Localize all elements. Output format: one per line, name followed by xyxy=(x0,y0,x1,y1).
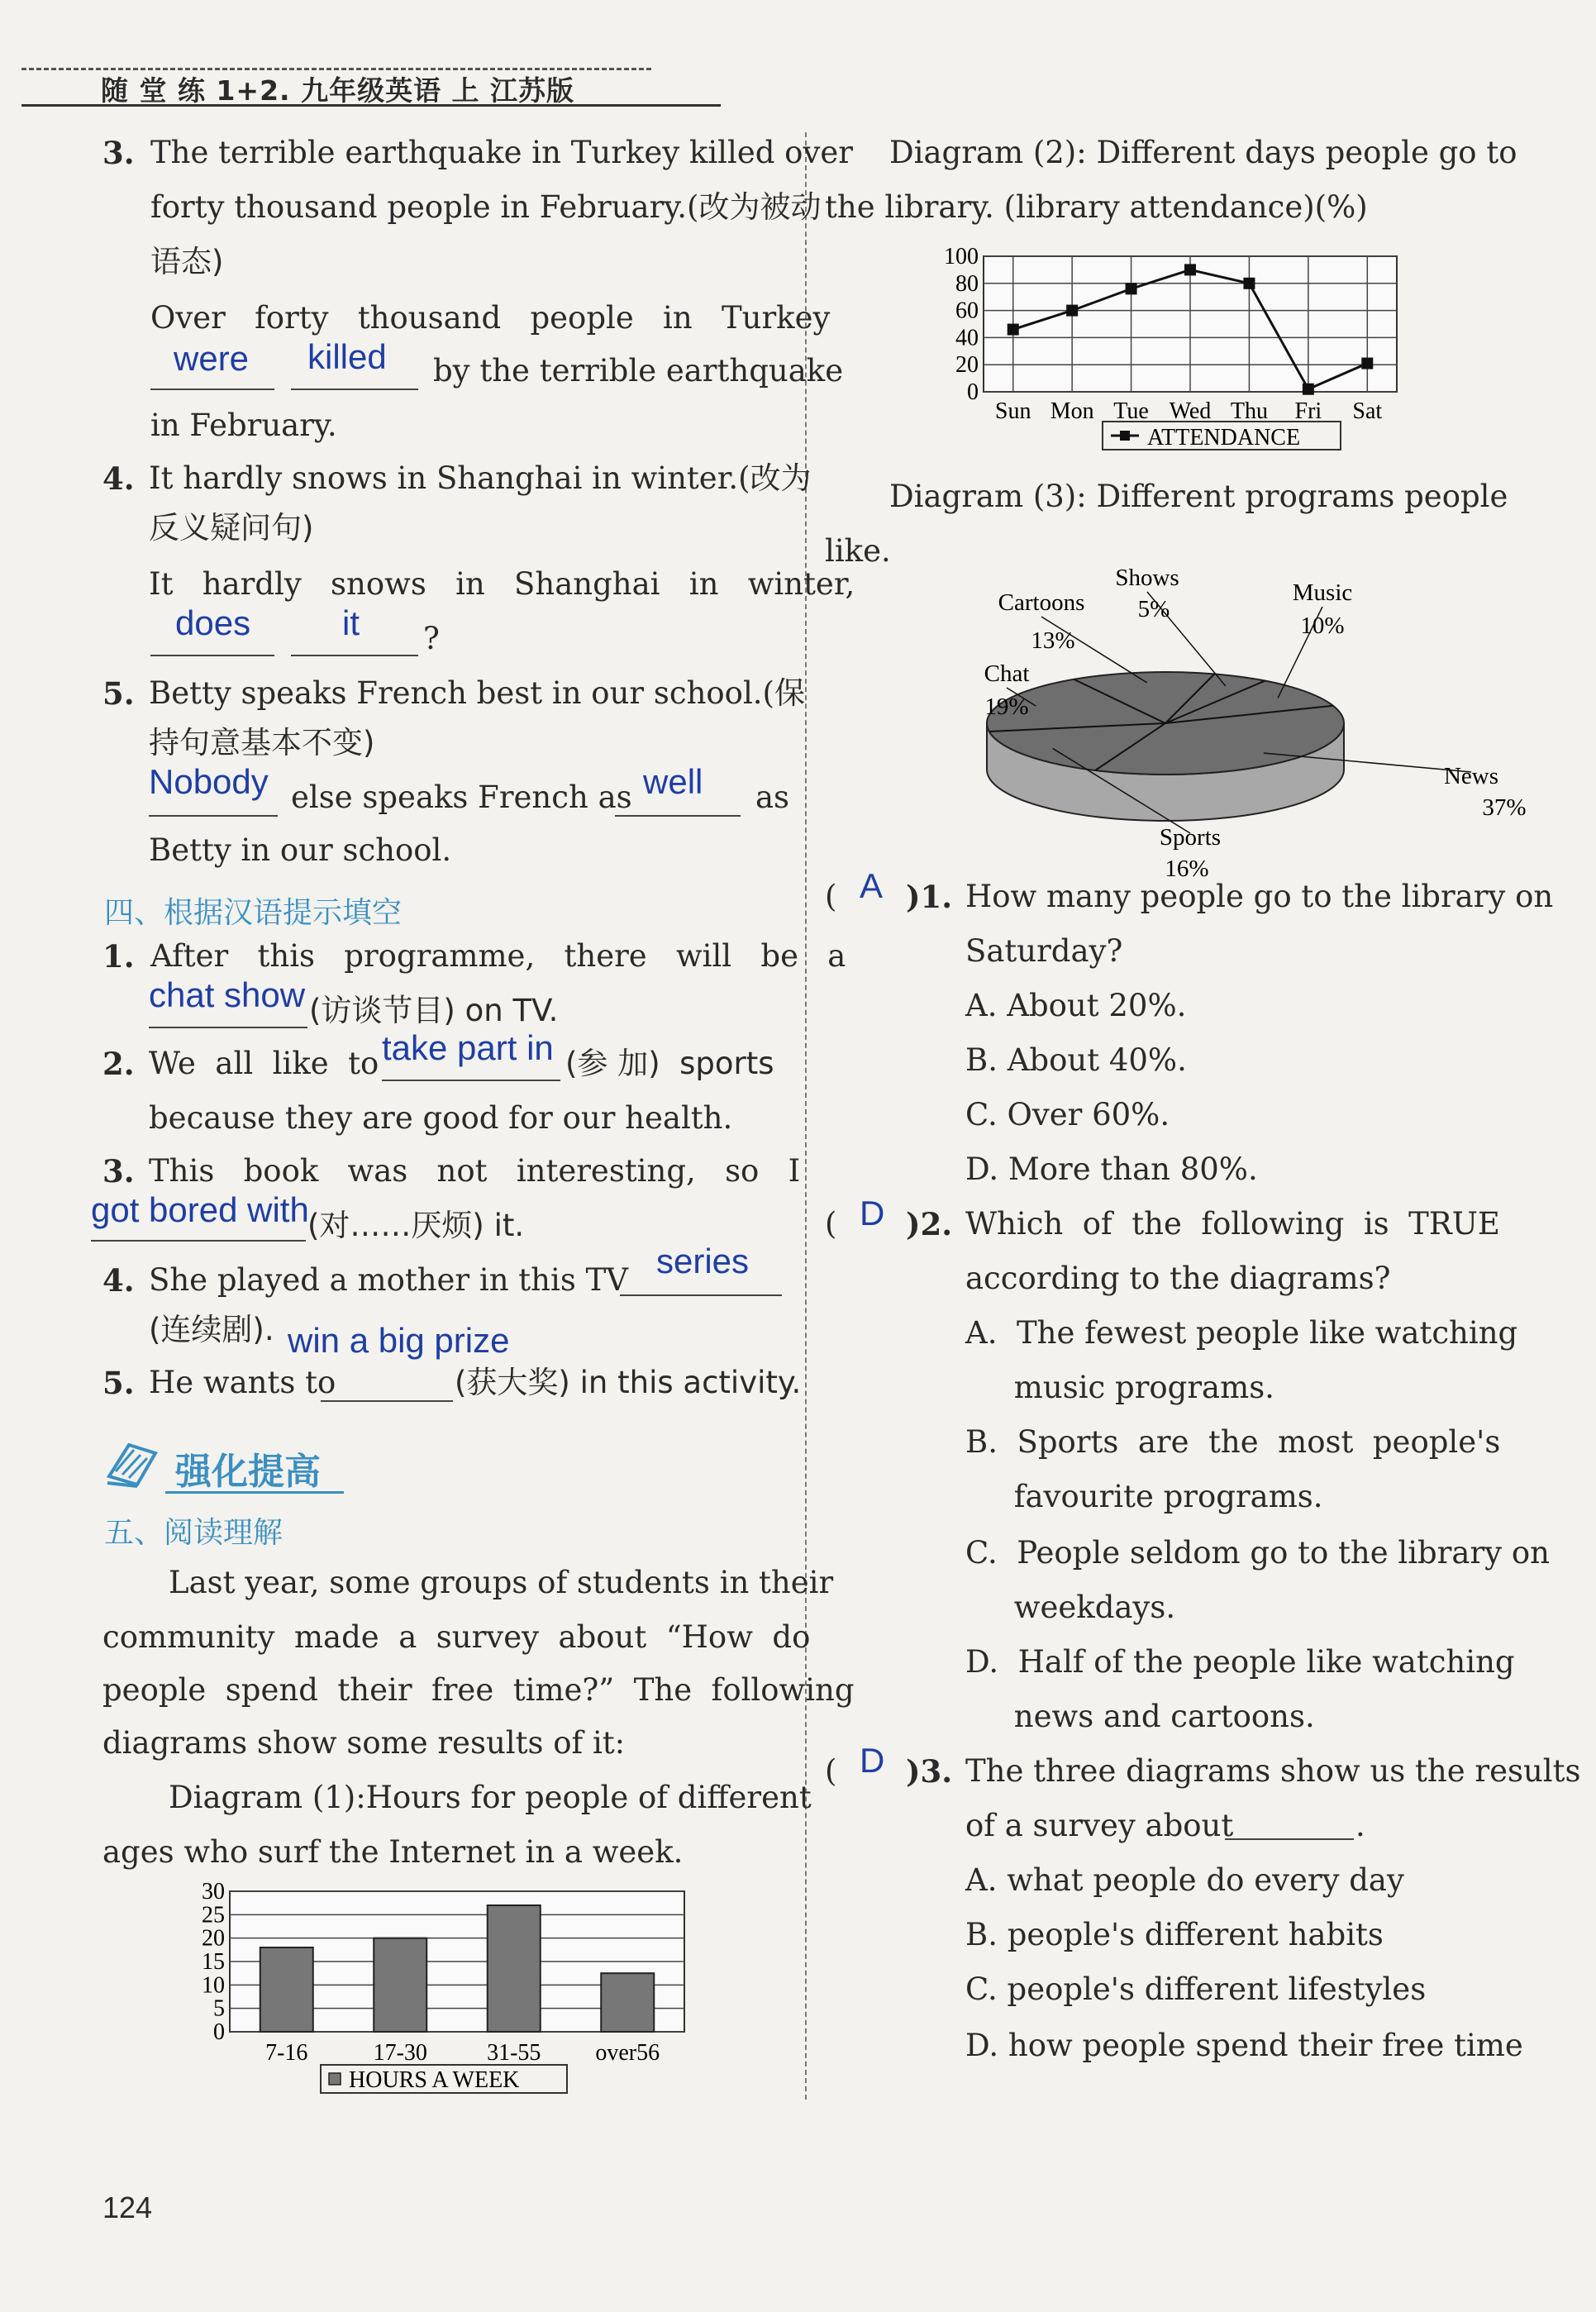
bar xyxy=(488,1905,541,2032)
s4-q5-text: (获大奖) in this activity. xyxy=(455,1365,802,1400)
pie-label: Shows xyxy=(1115,565,1179,591)
pie-value: 13% xyxy=(1031,627,1075,654)
x-tick-label: over56 xyxy=(595,2040,660,2066)
y-tick-label: 25 xyxy=(202,1902,225,1928)
q3-text: forty thousand people in February.(改为被动 xyxy=(150,189,822,225)
q3-text: Over forty thousand people in Turkey xyxy=(150,300,831,336)
x-tick-label: 7-16 xyxy=(265,2040,308,2066)
mc3-text: . xyxy=(1355,1808,1365,1843)
s4-q1-blank[interactable] xyxy=(149,1027,307,1028)
mc3-paren: ( xyxy=(825,1753,837,1789)
legend-label: HOURS A WEEK xyxy=(349,2067,520,2093)
mc2-option: favourite programs. xyxy=(965,1479,1323,1514)
q4-text: 反义疑问句) xyxy=(149,510,314,546)
data-point xyxy=(1066,305,1078,317)
q5-text: else speaks French as xyxy=(291,779,632,815)
pie-label: Cartoons xyxy=(998,589,1085,616)
x-tick-label: Fri xyxy=(1294,398,1322,424)
s4-q4-answer: series xyxy=(656,1242,750,1280)
q5-text: 持句意基本不变) xyxy=(149,725,375,760)
mc1-paren: ( xyxy=(825,879,837,914)
x-tick-label: Mon xyxy=(1050,398,1094,424)
s4-q1-text: After this programme, there will be a xyxy=(150,938,846,974)
diagram-3-caption: Diagram (3): Different programs people xyxy=(889,479,1508,514)
y-tick-label: 0 xyxy=(213,2019,225,2045)
bar xyxy=(260,1947,313,2032)
s4-q3-text: This book was not interesting, so I xyxy=(149,1153,801,1189)
mc2-text: Which of the following is TRUE xyxy=(965,1206,1500,1242)
strengthen-underline xyxy=(165,1491,344,1494)
legend-label: ATTENDANCE xyxy=(1147,425,1301,450)
mc3-option[interactable]: B. people's different habits xyxy=(965,1917,1384,1952)
s4-q2-text: We all like to xyxy=(149,1046,379,1081)
q4-answer-2: it xyxy=(342,603,360,642)
mc3-number: )3. xyxy=(906,1753,953,1790)
q5-blank-1[interactable] xyxy=(149,815,278,817)
passage-line: Last year, some groups of students in their xyxy=(169,1565,834,1600)
passage-line: community made a survey about “How do xyxy=(102,1619,811,1655)
mc2-text: according to the diagrams? xyxy=(965,1261,1391,1296)
s4-q2-blank[interactable] xyxy=(382,1080,560,1081)
s4-q4-blank[interactable] xyxy=(620,1294,782,1296)
diagram-1-caption: ages who surf the Internet in a week. xyxy=(102,1834,684,1870)
y-tick-label: 60 xyxy=(955,298,979,324)
mc1-option[interactable]: D. More than 80%. xyxy=(965,1151,1258,1187)
pie-label: Music xyxy=(1292,579,1353,606)
data-point xyxy=(1008,324,1019,336)
mc1-option[interactable]: C. Over 60%. xyxy=(965,1097,1170,1132)
x-tick-label: Sat xyxy=(1352,398,1383,424)
passage-line: people spend their free time?” The following xyxy=(102,1672,855,1708)
section-4-title: 四、根据汉语提示填空 xyxy=(104,896,403,930)
s4-q2-number: 2. xyxy=(102,1046,135,1082)
diagram-2-caption: Diagram (2): Different days people go to xyxy=(889,135,1517,170)
y-tick-label: 0 xyxy=(967,379,979,405)
x-tick-label: 17-30 xyxy=(373,2040,427,2066)
mc1-option[interactable]: A. About 20%. xyxy=(965,988,1187,1023)
data-point xyxy=(1126,283,1137,294)
mc3-option[interactable]: D. how people spend their free time xyxy=(965,2028,1523,2063)
q3-text: 语态) xyxy=(150,244,224,279)
q4-text: ? xyxy=(423,621,440,656)
s4-q2-answer: take part in xyxy=(382,1028,554,1067)
legend-swatch xyxy=(329,2073,341,2085)
s4-q3-blank[interactable] xyxy=(91,1240,306,1242)
diagram-1-caption: Diagram (1):Hours for people of different xyxy=(169,1780,812,1815)
s4-q4-text: (连续剧). xyxy=(149,1312,274,1347)
data-point xyxy=(1361,358,1373,369)
s4-q1-text: (访谈节目) on TV. xyxy=(309,993,559,1028)
y-tick-label: 5 xyxy=(213,1995,225,2022)
header-rule xyxy=(21,104,721,107)
bar-chart xyxy=(182,1870,711,2101)
s4-q4-number: 4. xyxy=(102,1262,135,1299)
y-tick-label: 15 xyxy=(202,1949,225,1975)
mc2-option[interactable]: A. The fewest people like watching xyxy=(965,1315,1518,1351)
pie-value: 5% xyxy=(1137,596,1170,622)
y-tick-label: 30 xyxy=(202,1879,225,1904)
diagram-2-caption: the library. (library attendance)(%) xyxy=(825,189,1368,225)
s4-q5-text: He wants to xyxy=(149,1365,336,1400)
q4-answer-1: does xyxy=(175,603,251,642)
q5-answer-1: Nobody xyxy=(149,762,269,801)
s4-q3-answer: got bored with xyxy=(91,1190,309,1229)
s4-q2-text: because they are good for our health. xyxy=(149,1100,733,1136)
page-number: 124 xyxy=(102,2190,153,2224)
y-tick-label: 20 xyxy=(202,1925,225,1952)
bar xyxy=(374,1938,426,2032)
x-tick-label: Wed xyxy=(1169,398,1212,424)
s4-q5-number: 5. xyxy=(102,1365,135,1401)
q5-text: as xyxy=(755,779,790,815)
q3-answer-2: killed xyxy=(307,337,387,376)
pie-value: 10% xyxy=(1300,613,1345,639)
diagram-3-caption: like. xyxy=(825,533,891,569)
mc2-number: )2. xyxy=(906,1206,953,1242)
q5-text: Betty in our school. xyxy=(149,832,452,868)
y-tick-label: 20 xyxy=(955,352,979,379)
pie-label: Sports xyxy=(1159,824,1222,851)
mc2-option[interactable]: D. Half of the people like watching xyxy=(965,1644,1515,1680)
data-point xyxy=(1303,384,1314,395)
mc1-answer[interactable]: A xyxy=(860,866,884,905)
pie-value: 19% xyxy=(984,694,1029,720)
q3-text: The terrible earthquake in Turkey killed over xyxy=(150,135,853,170)
s4-q5-blank[interactable] xyxy=(321,1400,453,1402)
q4-text: It hardly snows in Shanghai in winter.(改为 xyxy=(149,460,812,496)
pie-chart xyxy=(909,565,1527,882)
x-tick-label: Thu xyxy=(1230,398,1268,424)
mc3-text: of a survey about xyxy=(965,1808,1234,1843)
mc1-option[interactable]: B. About 40%. xyxy=(965,1042,1187,1078)
y-tick-label: 10 xyxy=(202,1972,225,1999)
q3-number: 3. xyxy=(102,135,135,171)
mc2-option[interactable]: B. Sports are the most people's xyxy=(965,1424,1501,1460)
x-tick-label: Tue xyxy=(1113,398,1149,424)
mc1-text: How many people go to the library on xyxy=(965,879,1554,914)
pie-value: 37% xyxy=(1482,794,1527,821)
q5-number: 5. xyxy=(102,675,135,712)
pencil-book-icon xyxy=(104,1438,164,1490)
y-tick-label: 80 xyxy=(955,270,979,297)
y-tick-label: 100 xyxy=(944,244,979,269)
mc2-option: news and cartoons. xyxy=(965,1699,1315,1734)
s4-q3-number: 3. xyxy=(102,1153,135,1189)
strengthen-title: 强化提高 xyxy=(175,1451,321,1493)
mc3-blank[interactable] xyxy=(1225,1838,1354,1840)
data-point xyxy=(1243,278,1255,289)
q3-text: by the terrible earthquake xyxy=(433,353,844,389)
mc3-text: The three diagrams show us the results xyxy=(965,1753,1581,1789)
data-point xyxy=(1184,264,1196,275)
q3-text: in February. xyxy=(150,408,337,443)
mc2-option: music programs. xyxy=(965,1370,1274,1405)
q5-blank-2[interactable] xyxy=(615,815,741,817)
bar xyxy=(601,1973,654,2032)
q3-blank-1[interactable] xyxy=(150,389,274,390)
passage-line: diagrams show some results of it: xyxy=(102,1725,626,1761)
mc2-answer[interactable]: D xyxy=(860,1194,885,1232)
mc2-option[interactable]: C. People seldom go to the library on xyxy=(965,1535,1550,1571)
x-tick-label: Sun xyxy=(994,398,1031,424)
mc2-paren: ( xyxy=(825,1206,837,1242)
mc3-option[interactable]: A. what people do every day xyxy=(965,1862,1404,1898)
s4-q5-answer: win a big prize xyxy=(288,1321,510,1360)
s4-q1-number: 1. xyxy=(102,938,135,975)
q4-blank-1[interactable] xyxy=(150,655,274,656)
q5-answer-2: well xyxy=(643,762,703,801)
pie-label: News xyxy=(1443,763,1499,789)
q5-text: Betty speaks French best in our school.(保 xyxy=(149,675,805,711)
y-tick-label: 40 xyxy=(955,325,979,351)
header-title: 随 堂 练 1+2. 九年级英语 上 江苏版 xyxy=(101,74,575,107)
line-chart xyxy=(909,240,1438,463)
q3-blank-2[interactable] xyxy=(291,389,418,390)
mc1-number: )1. xyxy=(906,879,953,915)
mc1-text: Saturday? xyxy=(965,933,1123,969)
q4-text: It hardly snows in Shanghai in winter, xyxy=(149,566,855,602)
section-5-title: 五、阅读理解 xyxy=(104,1516,283,1550)
pie-label: Chat xyxy=(984,660,1030,687)
s4-q2-text: (参 加) sports xyxy=(565,1046,774,1081)
s4-q1-answer: chat show xyxy=(149,975,306,1014)
q3-answer-1: were xyxy=(174,339,250,378)
pie-value: 16% xyxy=(1165,856,1209,882)
x-tick-label: 31-55 xyxy=(487,2040,541,2066)
mc2-option: weekdays. xyxy=(965,1590,1176,1625)
mc3-answer[interactable]: D xyxy=(860,1741,885,1780)
q4-blank-2[interactable] xyxy=(291,655,418,656)
s4-q4-text: She played a mother in this TV xyxy=(149,1262,628,1298)
mc3-option[interactable]: C. people's different lifestyles xyxy=(965,1971,1427,2007)
q4-number: 4. xyxy=(102,460,135,497)
s4-q3-text: (对……厌烦) it. xyxy=(307,1208,525,1243)
legend-marker xyxy=(1120,431,1130,441)
